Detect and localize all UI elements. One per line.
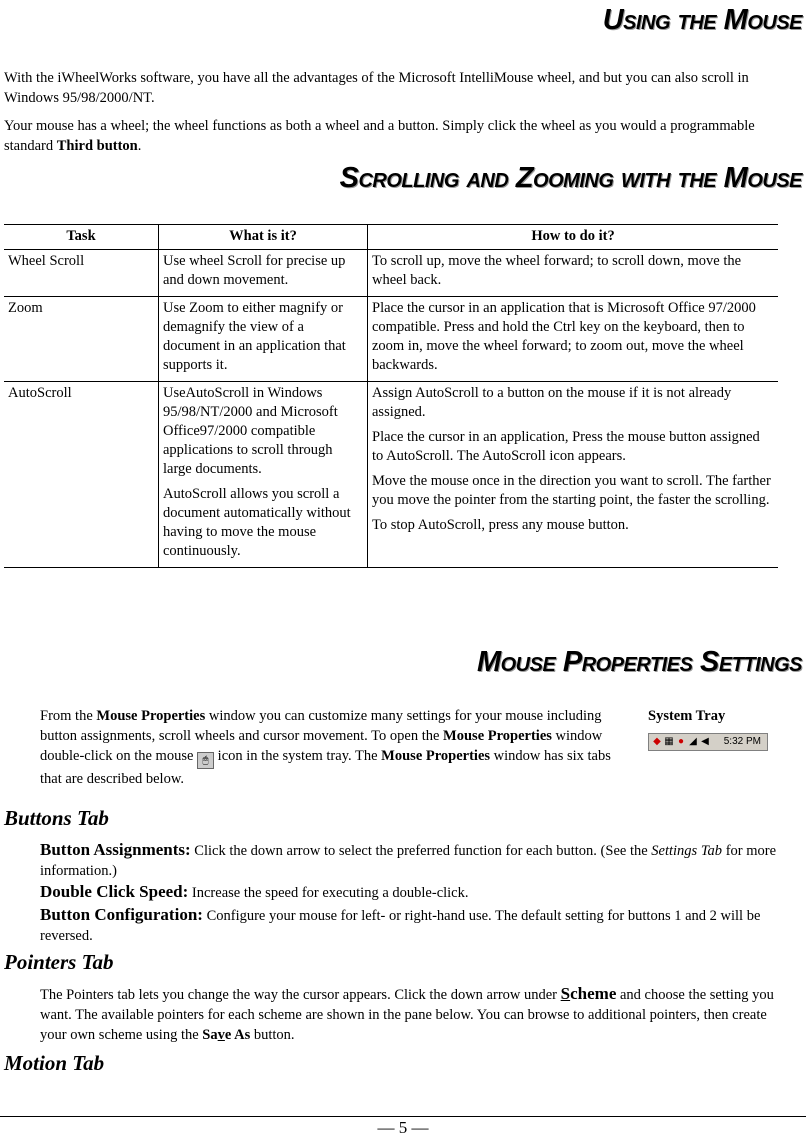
task-table: [4, 224, 778, 568]
what-cell: Use Zoom to either magnify or demagnify the view of a document in an application that supports it.: [159, 297, 368, 382]
header-what: What is it?: [159, 225, 368, 250]
intro-paragraph-1: With the iWheelWorks software, you have all the advantages of the Microsoft IntelliMouse wheel, and but you can also scroll in Windows 95/98/2000/NT.: [4, 70, 749, 106]
motion-tab-heading: Motion Tab: [4, 1051, 105, 1075]
task-cell: AutoScroll: [4, 382, 159, 568]
button-configuration-text: Button Configuration: Configure your mouse for left- or right-hand use. The default setting for buttons 1 and 2 will be reversed.: [40, 905, 761, 944]
task-cell: Zoom: [4, 297, 159, 382]
shield-icon: ◆: [653, 736, 661, 747]
tray-clock: 5:32 PM: [723, 736, 761, 747]
how-cell: Assign AutoScroll to a button on the mouse if it is not already assigned. Place the cursor in an application, Press the mouse button assigned to AutoScroll. The AutoScroll icon appears. Move the mouse once in the direction you want to scroll. The farther you move the pointer from the starting point, the faster the scrolling. To stop AutoScroll, press any mouse button.: [368, 382, 779, 568]
table-row: [4, 250, 778, 297]
what-cell: UseAutoScroll in Windows 95/98/NT/2000 and Microsoft Office97/2000 compatible applications to scroll through large documents. AutoScroll allows you scroll a document automatically without having to move the mouse continuously.: [159, 382, 368, 568]
task-cell: Wheel Scroll: [4, 250, 159, 297]
double-click-speed-text: Double Click Speed: Increase the speed for executing a double-click.: [40, 882, 469, 901]
pointers-text: The Pointers tab lets you change the way the cursor appears. Click the down arrow under Scheme and choose the setting you want. The available pointers for each scheme are shown in the pane below. You can browse to additional pointers, then create your own scheme using the Save As button.: [40, 984, 774, 1043]
table-row: [4, 297, 778, 382]
volume-icon[interactable]: ◀: [701, 736, 709, 747]
scrolling-heading: Scrolling and Zooming with the Mouse: [339, 162, 802, 194]
how-cell: To scroll up, move the wheel forward; to scroll down, move the wheel back.: [368, 250, 779, 297]
mouse-icon: 🖱: [197, 752, 214, 769]
header-task: Task: [4, 225, 159, 250]
page-title: Using the Mouse: [602, 4, 802, 36]
properties-heading: Mouse Properties Settings: [476, 646, 802, 678]
button-assignments-text: Button Assignments: Click the down arrow to select the preferred function for each button. (See the Settings Tab for more information.): [40, 840, 777, 879]
warning-icon: ●: [677, 736, 685, 747]
intro-paragraph-2: Your mouse has a wheel; the wheel functions as both a wheel and a button. Simply click the wheel as you would a programmable standard Third button.: [4, 118, 755, 154]
pointers-tab-heading: Pointers Tab: [4, 950, 114, 974]
system-tray: [648, 733, 768, 751]
footer-divider: [0, 1116, 806, 1117]
header-how: How to do it?: [368, 225, 779, 250]
how-cell: Place the cursor in an application that is Microsoft Office 97/2000 compatible. Press and hold the Ctrl key on the keyboard, then to zoom in, move the wheel forward; to zoom out, move the wheel backwards.: [368, 297, 779, 382]
buttons-tab-heading: Buttons Tab: [4, 806, 109, 830]
mouse-tray-icon[interactable]: ◢: [689, 736, 697, 747]
what-cell: Use wheel Scroll for precise up and down movement.: [159, 250, 368, 297]
properties-intro: From the Mouse Properties window you can customize many settings for your mouse including button assignments, scroll wheels and cursor movement. To open the Mouse Properties window double-click on the mouse 🖱 icon in the system tray. The Mouse Properties window has six tabs that are described below.: [40, 708, 611, 787]
page-number: — 5 —: [377, 1118, 429, 1137]
table-row: [4, 382, 778, 568]
calendar-icon: ▦: [664, 736, 674, 747]
system-tray-label: System Tray: [648, 708, 726, 724]
